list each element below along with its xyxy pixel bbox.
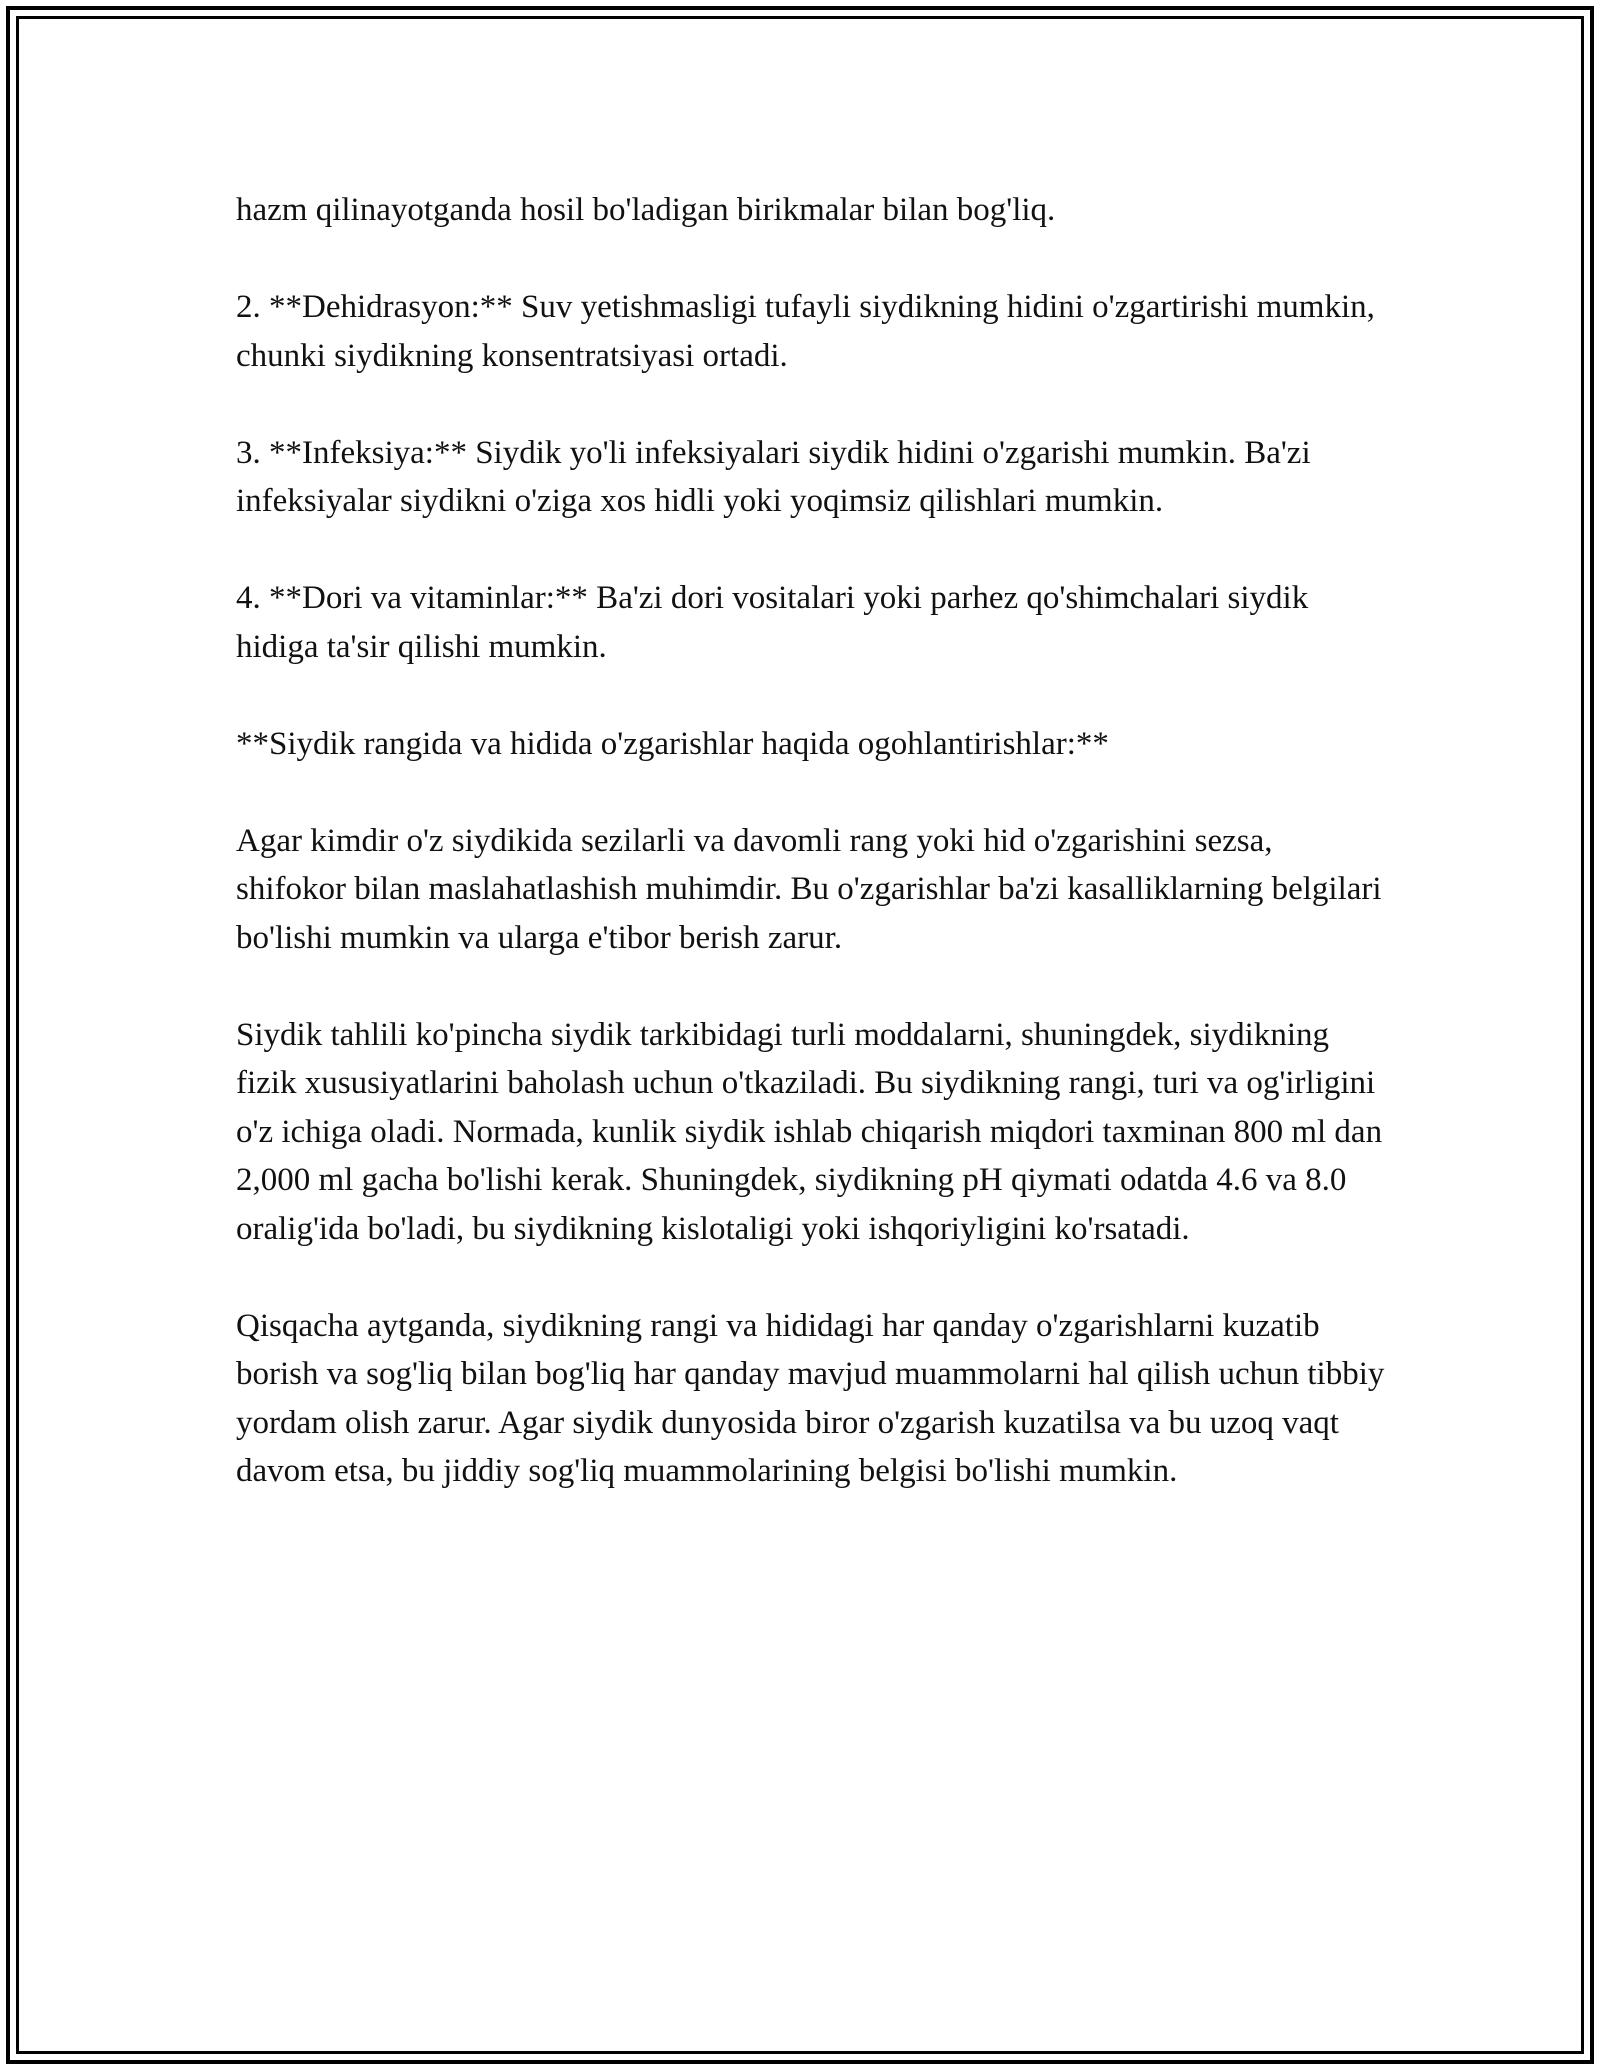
paragraph-urinalysis: Siydik tahlili ko'pincha siydik tarkibidagi turli moddalarni, shuningdek, siydikning fizik xususiyatlarini baholash uchun o'tkaziladi. Bu siydikning rangi, turi va og'irligini o'z ichiga oladi. Normada, kunlik siydik ishlab chiqarish miqdori taxminan 800 ml dan 2,000 ml gacha bo'lishi kerak. Shuningdek, siydikning pH qiymati odatda 4.6 va 8.0 oralig'ida bo'ladi, bu siydikning kislotaligi yoki ishqoriyligini ko'rsatadi. [236,1016,1383,1247]
paragraph-continuation: hazm qilinayotganda hosil bo'ladigan birikmalar bilan bog'liq. [236,192,1056,228]
paragraph-dehydration: 2. **Dehidrasyon:** Suv yetishmasligi tufayli siydikning hidini o'zgartirishi mumkin, chunki siydikning konsentratsiyasi ortadi. [236,289,1375,374]
paragraph-summary: Qisqacha aytganda, siydikning rangi va hididagi har qanday o'zgarishlarni kuzatib borish va sog'liq bilan bog'liq har qanday mavjud muammolarni hal qilish uchun tibbiy yordam olish zarur. Agar siydik dunyosida biror o'zgarish kuzatilsa va bu uzoq vaqt davom etsa, bu jiddiy sog'liq muammolarining belgisi bo'lishi mumkin. [236,1307,1385,1489]
paragraph-medications: 4. **Dori va vitaminlar:** Ba'zi dori vositalari yoki parhez qo'shimchalari siydik hidiga ta'sir qilishi mumkin. [236,580,1309,665]
section-heading-warnings: **Siydik rangida va hidida o'zgarishlar haqida ogohlantirishlar:** [236,725,1109,762]
document-body [236,186,1386,1544]
paragraph-infection: 3. **Infeksiya:** Siydik yo'li infeksiyalari siydik hidini o'zgarishi mumkin. Ba'zi infeksiyalar siydikni o'ziga xos hidli yoki yoqimsiz qilishlari mumkin. [236,434,1311,519]
paragraph-warning: Agar kimdir o'z siydikida sezilarli va davomli rang yoki hid o'zgarishini sezsa, shifokor bilan maslahatlashish muhimdir. Bu o'zgarishlar ba'zi kasalliklarning belgilari bo'lishi mumkin va ularga e'tibor berish zarur. [236,822,1382,956]
